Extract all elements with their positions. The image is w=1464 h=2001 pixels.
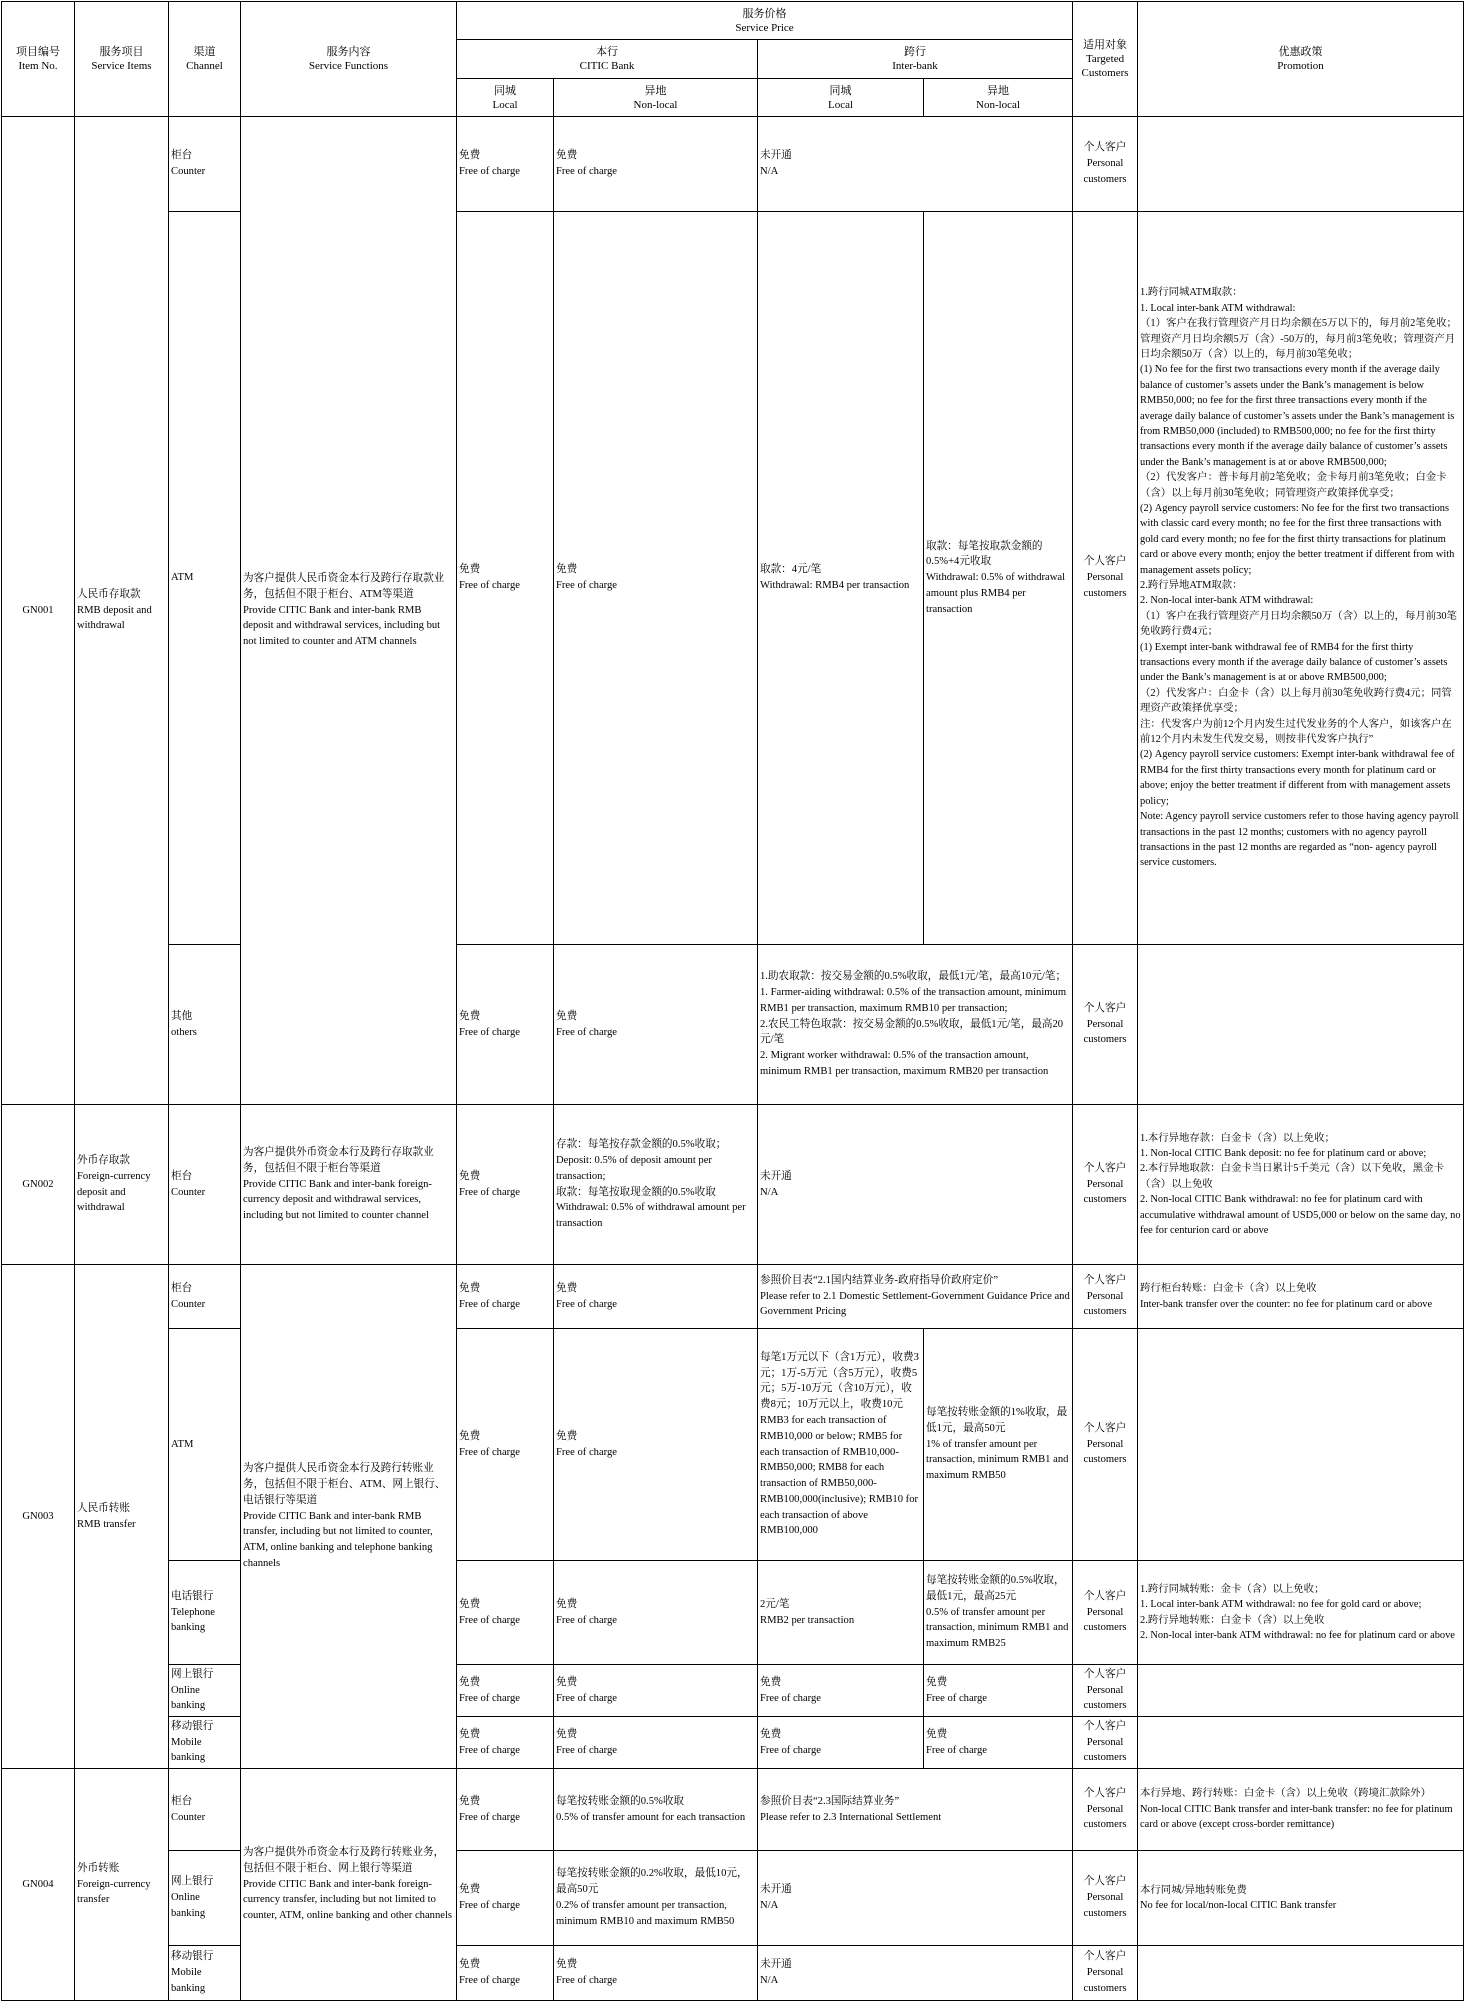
channel-cell: 其他 others (169, 945, 241, 1105)
service-item-cell: 外币存取款 Foreign-currency deposit and withdrawal (75, 1105, 169, 1265)
channel-cell: ATM (169, 1329, 241, 1561)
table-row (2, 1329, 1464, 1561)
table-row (2, 212, 1464, 945)
service-functions-cell: 为客户提供外币资金本行及跨行存取款业务，包括但不限于柜台等渠道 Provide CITIC Bank and inter-bank foreign-currency deposit and withdrawal services, including but not limited to counter channel (241, 1105, 457, 1265)
channel-cell: 柜台 Counter (169, 1265, 241, 1329)
promotion-cell (1138, 945, 1464, 1105)
citic-nonlocal-price-cell: 存款：每笔按存款金额的0.5%收取； Deposit: 0.5% of deposit amount per transaction; 取款：每笔按取现金额的0.5%收取 Withdrawal: 0.5% of withdrawal amount per transaction (554, 1105, 758, 1265)
inter-local-price-cell: 免费 Free of charge (758, 1717, 924, 1769)
header-row-1 (2, 2, 1464, 40)
promotion-cell (1138, 117, 1464, 212)
promotion-cell: 本行异地、跨行转账：白金卡（含）以上免收（跨境汇款除外） Non-local CITIC Bank transfer and inter-bank transfer: no fee for platinum card or above (except cross-border remittance) (1138, 1769, 1464, 1851)
table-row (2, 1946, 1464, 2001)
service-fee-table (1, 1, 1464, 2001)
inter-nonlocal-price-cell: 每笔按转账金额的1%收取，最低1元，最高50元 1% of transfer amount per transaction, minimum RMB1 and maximum RMB50 (924, 1329, 1073, 1561)
table-row (2, 1769, 1464, 1851)
customers-cell: 个人客户 Personal customers (1073, 1717, 1138, 1769)
citic-nonlocal-price-cell: 免费 Free of charge (554, 1717, 758, 1769)
inter-nonlocal-price-cell: 免费 Free of charge (924, 1717, 1073, 1769)
channel-cell: 电话银行 Telephone banking (169, 1561, 241, 1665)
inter-nonlocal-price-cell: 免费 Free of charge (924, 1665, 1073, 1717)
table-row (2, 117, 1464, 212)
header-citic-local: 同城 Local (457, 79, 554, 117)
customers-cell: 个人客户 Personal customers (1073, 1851, 1138, 1946)
table-row (2, 1717, 1464, 1769)
table-row (2, 945, 1464, 1105)
table-row (2, 1851, 1464, 1946)
customers-cell: 个人客户 Personal customers (1073, 212, 1138, 945)
inter-nonlocal-price-cell: 取款：每笔按取款金额的0.5%+4元收取 Withdrawal: 0.5% of withdrawal amount plus RMB4 per transaction (924, 212, 1073, 945)
header-promotion: 优惠政策 Promotion (1138, 2, 1464, 117)
channel-cell: ATM (169, 212, 241, 945)
promotion-cell: 本行同城/异地转账免费 No fee for local/non-local CITIC Bank transfer (1138, 1851, 1464, 1946)
promotion-cell (1138, 1717, 1464, 1769)
citic-nonlocal-price-cell: 免费 Free of charge (554, 1265, 758, 1329)
customers-cell: 个人客户 Personal customers (1073, 945, 1138, 1105)
item-no-cell: GN002 (2, 1105, 75, 1265)
channel-cell: 柜台 Counter (169, 117, 241, 212)
citic-local-price-cell: 免费 Free of charge (457, 945, 554, 1105)
service-item-cell: 人民币转账 RMB transfer (75, 1265, 169, 1769)
citic-local-price-cell: 免费 Free of charge (457, 1265, 554, 1329)
header-service-price: 服务价格 Service Price (457, 2, 1073, 40)
item-no-cell: GN001 (2, 117, 75, 1105)
inter-bank-price-cell: 未开通 N/A (758, 1851, 1073, 1946)
customers-cell: 个人客户 Personal customers (1073, 1329, 1138, 1561)
header-inter-nonlocal: 异地 Non-local (924, 79, 1073, 117)
inter-local-price-cell: 2元/笔 RMB2 per transaction (758, 1561, 924, 1665)
header-targeted-customers: 适用对象 Targeted Customers (1073, 2, 1138, 117)
inter-nonlocal-price-cell: 每笔按转账金额的0.5%收取，最低1元，最高25元 0.5% of transfer amount per transaction, minimum RMB1 and maximum RMB25 (924, 1561, 1073, 1665)
citic-local-price-cell: 免费 Free of charge (457, 1105, 554, 1265)
citic-local-price-cell: 免费 Free of charge (457, 1665, 554, 1717)
promotion-cell: 1.本行异地存款：白金卡（含）以上免收； 1. Non-local CITIC Bank deposit: no fee for platinum card or above; 2.本行异地取款：白金卡当日累计5千美元（含）以下免收，黑金卡（含）以上免收 2. Non-local CITIC Bank withdrawal: no fee for platinum card with accumulative withdrawal amount of USD5,000 or below on the same day, no fee for centurion card or above (1138, 1105, 1464, 1265)
customers-cell: 个人客户 Personal customers (1073, 1561, 1138, 1665)
citic-nonlocal-price-cell: 免费 Free of charge (554, 1329, 758, 1561)
table-row (2, 1665, 1464, 1717)
promotion-cell (1138, 1329, 1464, 1561)
customers-cell: 个人客户 Personal customers (1073, 117, 1138, 212)
item-no-cell: GN004 (2, 1769, 75, 2001)
citic-local-price-cell: 免费 Free of charge (457, 117, 554, 212)
promotion-cell (1138, 1665, 1464, 1717)
citic-nonlocal-price-cell: 免费 Free of charge (554, 117, 758, 212)
citic-local-price-cell: 免费 Free of charge (457, 1561, 554, 1665)
customers-cell: 个人客户 Personal customers (1073, 1665, 1138, 1717)
citic-nonlocal-price-cell: 每笔按转账金额的0.2%收取，最低10元，最高50元 0.2% of transfer amount per transaction, minimum RMB10 and maximum RMB50 (554, 1851, 758, 1946)
service-functions-cell: 为客户提供人民币资金本行及跨行存取款业务，包括但不限于柜台、ATM等渠道 Provide CITIC Bank and inter-bank RMB deposit and withdrawal services, including but not limited to counter and ATM channels (241, 117, 457, 1105)
citic-local-price-cell: 免费 Free of charge (457, 1769, 554, 1851)
inter-bank-price-cell: 未开通 N/A (758, 1105, 1073, 1265)
table-row (2, 1105, 1464, 1265)
header-citic-nonlocal: 异地 Non-local (554, 79, 758, 117)
inter-bank-price-cell: 未开通 N/A (758, 1946, 1073, 2001)
inter-bank-price-cell: 参照价目表“2.3国际结算业务” Please refer to 2.3 International Settlement (758, 1769, 1073, 1851)
citic-local-price-cell: 免费 Free of charge (457, 1329, 554, 1561)
inter-local-price-cell: 每笔1万元以下（含1万元），收费3元；1万-5万元（含5万元），收费5元；5万-10万元（含10万元），收费8元；10万元以上，收费10元 RMB3 for each transaction of RMB10,000 or below; RMB5 for each transaction of RMB10,000-RMB50,000; RMB8 for each transaction of RMB50,000-RMB100,000(inclusive); RMB10 for each transaction of above RMB100,000 (758, 1329, 924, 1561)
citic-local-price-cell: 免费 Free of charge (457, 212, 554, 945)
citic-local-price-cell: 免费 Free of charge (457, 1717, 554, 1769)
header-service-functions: 服务内容 Service Functions (241, 2, 457, 117)
channel-cell: 柜台 Counter (169, 1769, 241, 1851)
inter-bank-price-cell: 未开通 N/A (758, 117, 1073, 212)
customers-cell: 个人客户 Personal customers (1073, 1105, 1138, 1265)
promotion-cell: 1.跨行同城转账：金卡（含）以上免收； 1. Local inter-bank ATM withdrawal: no fee for gold card or above; 2.跨行异地转账：白金卡（含）以上免收 2. Non-local inter-bank ATM withdrawal: no fee for platinum card or above (1138, 1561, 1464, 1665)
citic-nonlocal-price-cell: 每笔按转账金额的0.5%收取 0.5% of transfer amount for each transaction (554, 1769, 758, 1851)
service-item-cell: 外币转账 Foreign-currency transfer (75, 1769, 169, 2001)
table-row (2, 1265, 1464, 1329)
citic-nonlocal-price-cell: 免费 Free of charge (554, 1946, 758, 2001)
header-inter-bank: 跨行 Inter-bank (758, 40, 1073, 79)
promotion-cell: 跨行柜台转账：白金卡（含）以上免收 Inter-bank transfer over the counter: no fee for platinum card or above (1138, 1265, 1464, 1329)
promotion-cell: 1.跨行同城ATM取款： 1. Local inter-bank ATM withdrawal: （1）客户在我行管理资产月日均余额在5万以下的，每月前2笔免收；管理资产月日均余额5万（含）-50万的，每月前3笔免收；管理资产月日均余额50万（含）以上的，每月前30笔免收； (1) No fee for the first two transactions every month if the average daily balance of customer’s assets under the Bank’s management is below RMB50,000; no fee for the first three transactions every month if the average daily balance of customer’s assets under the Bank’s management is from RMB50,000 (included) to RMB500,000; no fee for the first thirty transactions every month if the average daily balance of customer’s assets under the Bank’s management is at or above RMB500,000; （2）代发客户：普卡每月前2笔免收；金卡每月前3笔免收；白金卡（含）以上每月前30笔免收；同管理资产政策择优享受； (2) Agency payroll service customers: No fee for the first two transactions with classic card every month; no fee for the first three transactions with gold card every month; no fee for the first thirty transactions for platinum card or above every month; enjoy the better treatment if different from with management assets policy; 2.跨行异地ATM取款： 2. Non-local inter-bank ATM withdrawal: （1）客户在我行管理资产月日均余额50万（含）以上的，每月前30笔免收跨行费4元； (1) Exempt inter-bank withdrawal fee of RMB4 for the first thirty transactions every month if the average daily balance of customer’s assets under the Bank’s management is at or above RMB500,000; （2）代发客户：白金卡（含）以上每月前30笔免收跨行费4元；同管理资产政策择优享受； 注：代发客户为前12个月内发生过代发业务的个人客户，如该客户在前12个月内未发生代发交易，则按非代发客户执行” (2) Agency payroll service customers: Exempt inter-bank withdrawal fee of RMB4 for the first thirty transactions every month for platinum card or above; enjoy the better treatment if different from with management assets policy; Note: Agency payroll service customers refer to those having agency payroll transactions in the past 12 months; customers with no agency payroll transactions in the past 12 months are regarded as “non- agency payroll service customers. (1138, 212, 1464, 945)
service-functions-cell: 为客户提供人民币资金本行及跨行转账业务，包括但不限于柜台、ATM、网上银行、电话银行等渠道 Provide CITIC Bank and inter-bank RMB transfer, including but not limited to counter, ATM, online banking and telephone banking channels (241, 1265, 457, 1769)
citic-local-price-cell: 免费 Free of charge (457, 1851, 554, 1946)
table-row (2, 1561, 1464, 1665)
channel-cell: 网上银行 Online banking (169, 1665, 241, 1717)
header-citic-bank: 本行 CITIC Bank (457, 40, 758, 79)
citic-nonlocal-price-cell: 免费 Free of charge (554, 1561, 758, 1665)
header-inter-local: 同城 Local (758, 79, 924, 117)
channel-cell: 网上银行 Online banking (169, 1851, 241, 1946)
citic-nonlocal-price-cell: 免费 Free of charge (554, 212, 758, 945)
inter-local-price-cell: 取款：4元/笔 Withdrawal: RMB4 per transaction (758, 212, 924, 945)
citic-local-price-cell: 免费 Free of charge (457, 1946, 554, 2001)
inter-bank-price-cell: 1.助农取款：按交易金额的0.5%收取，最低1元/笔，最高10元/笔； 1. Farmer-aiding withdrawal: 0.5% of the transaction amount, minimum RMB1 per transaction, maximum RMB10 per transaction; 2.农民工特色取款：按交易金额的0.5%收取，最低1元/笔，最高20元/笔 2. Migrant worker withdrawal: 0.5% of the transaction amount, minimum RMB1 per transaction, maximum RMB20 per transaction (758, 945, 1073, 1105)
channel-cell: 移动银行 Mobile banking (169, 1946, 241, 2001)
service-functions-cell: 为客户提供外币资金本行及跨行转账业务，包括但不限于柜台、网上银行等渠道 Provide CITIC Bank and inter-bank foreign-currency transfer, including but not limited to counter, ATM, online banking and other channels (241, 1769, 457, 2001)
channel-cell: 柜台 Counter (169, 1105, 241, 1265)
inter-bank-price-cell: 参照价目表“2.1国内结算业务-政府指导价政府定价” Please refer to 2.1 Domestic Settlement-Government Guidance Price and Government Pricing (758, 1265, 1073, 1329)
header-item-no: 项目编号 Item No. (2, 2, 75, 117)
customers-cell: 个人客户 Personal customers (1073, 1769, 1138, 1851)
promotion-cell (1138, 1946, 1464, 2001)
citic-nonlocal-price-cell: 免费 Free of charge (554, 945, 758, 1105)
header-channel: 渠道 Channel (169, 2, 241, 117)
customers-cell: 个人客户 Personal customers (1073, 1265, 1138, 1329)
citic-nonlocal-price-cell: 免费 Free of charge (554, 1665, 758, 1717)
service-item-cell: 人民币存取款 RMB deposit and withdrawal (75, 117, 169, 1105)
header-service-items: 服务项目 Service Items (75, 2, 169, 117)
item-no-cell: GN003 (2, 1265, 75, 1769)
inter-local-price-cell: 免费 Free of charge (758, 1665, 924, 1717)
customers-cell: 个人客户 Personal customers (1073, 1946, 1138, 2001)
channel-cell: 移动银行 Mobile banking (169, 1717, 241, 1769)
